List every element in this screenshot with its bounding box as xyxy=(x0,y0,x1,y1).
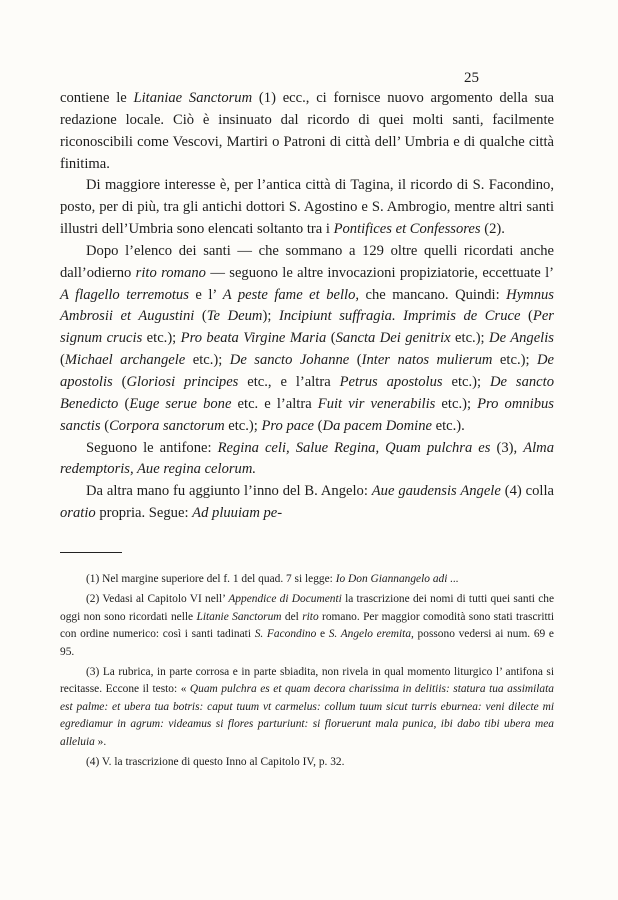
italic-run: Gloriosi principes xyxy=(126,373,239,390)
text-run: etc.); xyxy=(142,330,181,347)
italic-run: Pontifices et Confessores xyxy=(333,221,481,238)
italic-run: Per signum crucis xyxy=(60,308,554,347)
italic-run: Quam pulchra es et quam decora charissima in delitiis: statura tua assimilata est palme: et ubera tua botris: caput tuum vt carmelus: collum tuum sicut turris eburnea: veni dilecte mi egrediamur in agrum: videamus si flores parturiunt: si floruerunt mala punica, ibi dabo tibi ubera mea alleluia xyxy=(60,683,554,748)
text-run: (1) Nel margine superiore del f. 1 del quad. 7 si legge: xyxy=(86,573,336,585)
italic-run: Hymnus Ambrosii et Augustini xyxy=(60,286,554,325)
text-run: etc.); xyxy=(224,417,262,434)
italic-run: oratio xyxy=(60,505,96,522)
text-run: e l’ xyxy=(188,286,223,303)
italic-run: Sancta Dei genitrix xyxy=(335,330,451,347)
main-text xyxy=(60,88,554,525)
text-run: etc. e l’altra xyxy=(231,395,318,412)
text-run: etc.); xyxy=(435,395,478,412)
footnote-divider xyxy=(60,552,122,553)
text-run: etc.); xyxy=(492,352,537,369)
italic-run: rito romano xyxy=(135,264,206,281)
text-run: contiene le xyxy=(60,90,134,106)
text-run: etc., e l’altra xyxy=(238,373,340,390)
text-run: che mancano. Quindi: xyxy=(359,286,507,303)
text-run: ( xyxy=(349,352,362,369)
text-run: la trascrizione dei nomi di tutti quei santi che oggi non sono ricordati nelle xyxy=(60,593,555,623)
footnote xyxy=(60,571,554,588)
text-run: (2) Vedasi al Capitolo VI nell’ xyxy=(86,593,229,606)
text-run: etc.); xyxy=(442,373,490,390)
text-run: ( xyxy=(100,417,110,434)
italic-run: Litaniae Sanctorum xyxy=(133,90,253,106)
text-run: ); xyxy=(262,308,279,325)
italic-run: S. Facondino xyxy=(254,628,317,641)
text-run: ( xyxy=(118,395,130,412)
paragraph xyxy=(60,88,554,175)
italic-run: S. Angelo eremita, xyxy=(328,628,414,641)
text-run: del xyxy=(281,610,303,623)
text-run: ( xyxy=(520,308,533,325)
text-run: Seguono le antifone: xyxy=(86,439,218,456)
italic-run: Ad pluuiam pe- xyxy=(192,505,283,522)
paragraph xyxy=(60,481,554,525)
page-number: 25 xyxy=(464,70,479,86)
text-run: etc.); xyxy=(185,352,230,369)
italic-run: Petrus apostolus xyxy=(339,373,443,390)
text-run: (2). xyxy=(480,221,505,238)
italic-run: Alma redemptoris, Aue regina celorum. xyxy=(60,439,554,478)
italic-run: A peste fame et bello, xyxy=(222,286,360,303)
text-run: (3), xyxy=(490,439,524,456)
footnotes xyxy=(60,571,554,774)
italic-run: De apostolis xyxy=(60,352,555,390)
italic-run: Io Don Giannangelo adi ... xyxy=(335,573,459,585)
italic-run: Pro pace xyxy=(261,417,315,434)
italic-run: De sancto Johanne xyxy=(229,352,350,369)
italic-run: Regina celi, Salue Regina, Quam pulchra es xyxy=(217,439,491,456)
italic-run: Da pacem Domine xyxy=(322,417,432,434)
italic-run: Corpora sanctorum xyxy=(109,417,225,434)
text-run: (4) V. la trascrizione di questo Inno al Capitolo IV, p. 32. xyxy=(86,756,345,769)
italic-run: Te Deum xyxy=(206,308,263,325)
text-run: Dopo l’elenco dei santi — che sommano a 129 oltre quelli ricordati anche dall’odierno xyxy=(60,242,554,281)
italic-run: rito xyxy=(302,610,319,623)
text-run: ( xyxy=(314,417,323,434)
italic-run: Euge serue bone xyxy=(129,395,232,412)
text-run: propria. Segue: xyxy=(95,505,193,522)
footnote xyxy=(60,591,554,661)
text-run: Da altra mano fu aggiunto l’inno del B. Angelo: xyxy=(86,483,372,500)
italic-run: De sancto Benedicto xyxy=(60,373,554,412)
italic-run: Pro beata Virgine Maria xyxy=(180,330,327,347)
text-run: etc.). xyxy=(431,417,465,434)
footnote xyxy=(60,664,554,751)
italic-run: Aue gaudensis Angele xyxy=(371,483,501,500)
text-run: possono vedersi ai num. 69 e 95. xyxy=(60,628,554,658)
text-run: ( xyxy=(112,373,127,390)
text-run: ». xyxy=(94,735,107,748)
paragraph xyxy=(60,438,554,482)
text-run: etc.); xyxy=(450,330,490,347)
text-run: ( xyxy=(60,352,65,369)
text-run: e xyxy=(316,628,329,641)
italic-run: Michael archangele xyxy=(64,352,186,369)
text-run: (1) ecc., ci fornisce nuovo argomento della sua redazione locale. Ciò è insinuato dal ricordo di quei molti santi, facilmente riconoscibili come Vescovi, Martiri o Patroni di città dell’ Umbria e di qualche città finitima. xyxy=(60,90,554,172)
text-run: Di maggiore interesse è, per l’antica città di Tagina, il ricordo di S. Facondino, posto, per di più, tra gli antichi dottori S. Agostino e S. Ambrogio, mentre altri santi illustri dell’Umbria sono elencati soltanto tra i xyxy=(60,177,554,238)
text-run: ( xyxy=(194,308,207,325)
text-run: romano. Per maggior comodità sono stati trascritti con ordine numerico: così i santi tadinati xyxy=(60,610,554,641)
italic-run: De Angelis xyxy=(489,330,554,347)
footnote xyxy=(60,754,554,771)
paragraph xyxy=(60,175,554,241)
italic-run: Appendice di Documenti xyxy=(228,593,342,606)
text-run: ( xyxy=(326,330,336,347)
paragraph xyxy=(60,241,554,438)
italic-run: Fuit vir venerabilis xyxy=(317,395,436,412)
text-run: (3) La rubrica, in parte corrosa e in parte sbiadita, non rivela in qual momento liturgico l’ antifona si recitasse. Eccone il testo: « xyxy=(60,666,554,696)
text-run: — seguono le altre invocazioni propiziatorie, eccettuate l’ xyxy=(205,264,554,281)
italic-run: Pro omnibus sanctis xyxy=(60,395,554,434)
italic-run: A flagello terremotus xyxy=(60,286,189,303)
italic-run: Litanie Sanctorum xyxy=(196,610,282,623)
text-run: (4) colla xyxy=(500,483,554,500)
italic-run: Inter natos mulierum xyxy=(361,352,493,369)
italic-run: Incipiunt suffragia. Imprimis de Cruce xyxy=(278,308,521,325)
